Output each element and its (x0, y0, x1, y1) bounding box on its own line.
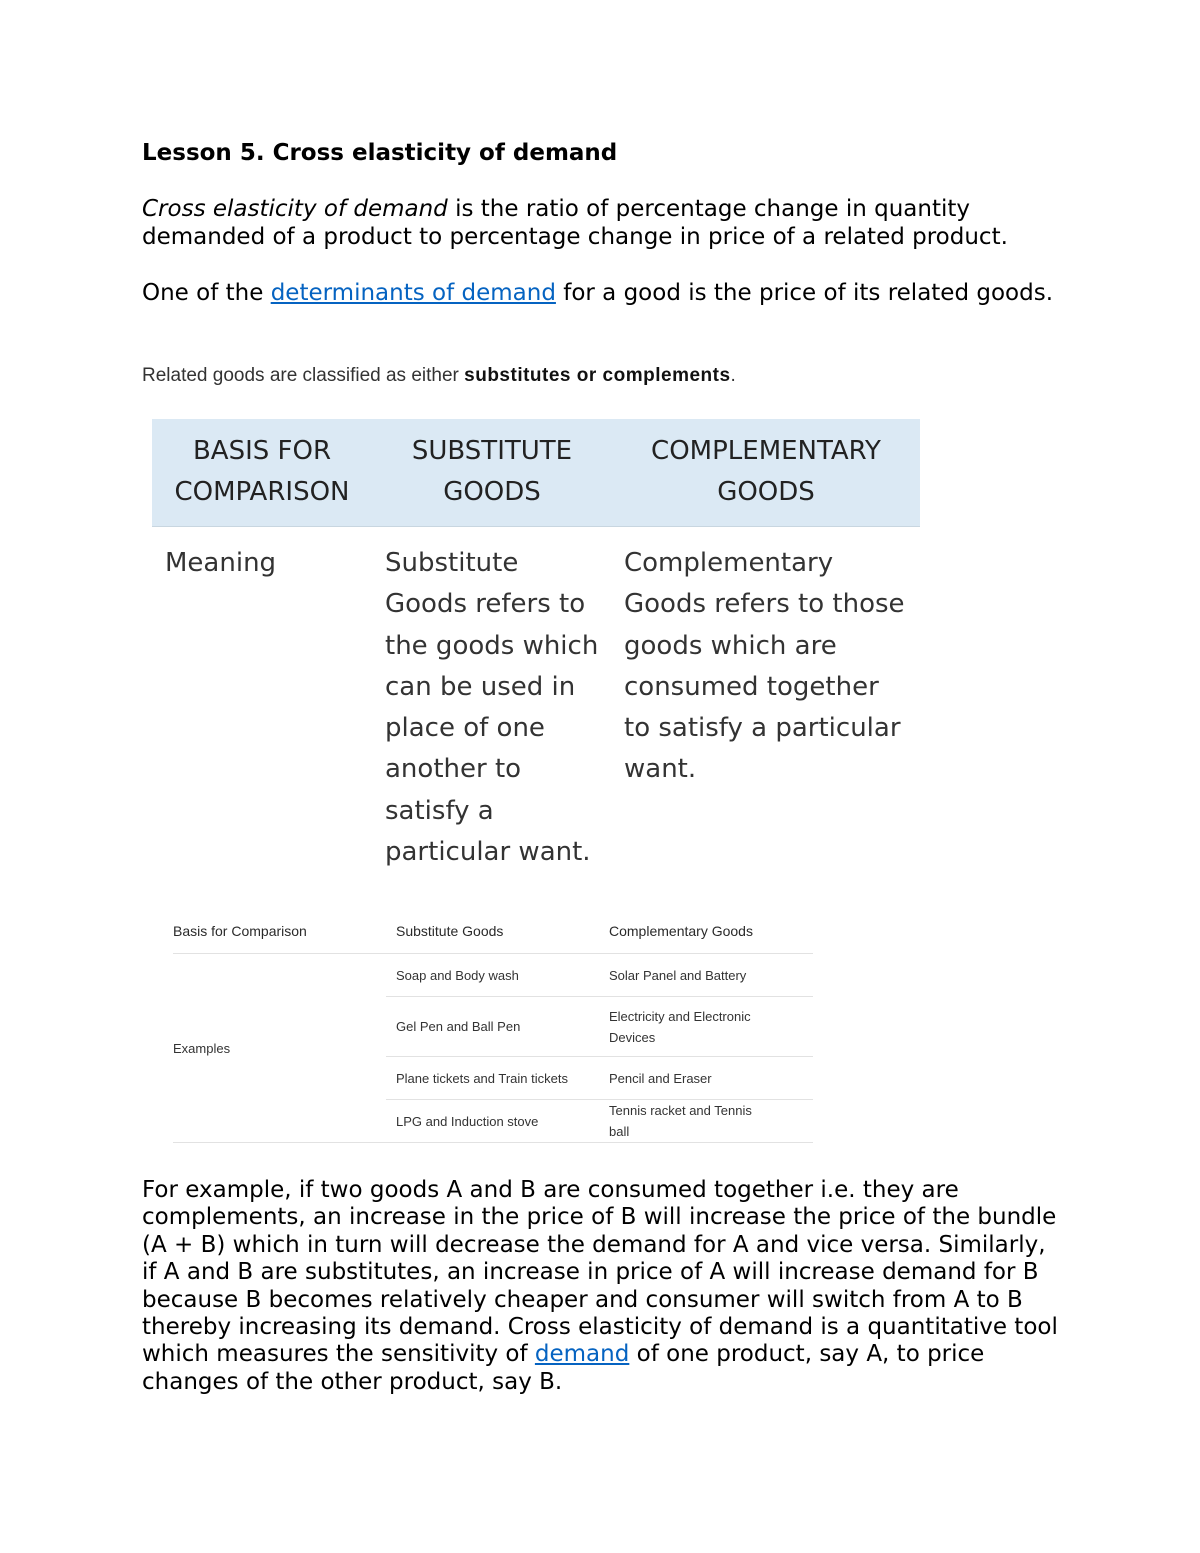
definition-text: is the ratio of percentage change in quantity demanded of a product to percentage change in price of a related product. (142, 196, 1008, 250)
comparison-table (152, 419, 920, 873)
table-row (386, 1057, 813, 1100)
example-complementary: Tennis racket and Tennis ball (609, 1103, 752, 1139)
row-substitute: Substitute Goods refers to the goods which can be used in place of one another to satisfy a particular want. (385, 548, 599, 868)
related-goods-paragraph (142, 362, 1062, 390)
definition-term: Cross elasticity of demand (142, 196, 448, 222)
examples-rows (386, 954, 813, 1142)
table-row (386, 997, 813, 1057)
determinants-of-demand-link[interactable]: determinants of demand (270, 280, 556, 306)
example-substitute: Plane tickets and Train tickets (396, 1070, 568, 1086)
example-complementary: Electricity and Electronic Devices (609, 1008, 751, 1045)
header-basis: BASIS FOR COMPARISON (174, 436, 350, 507)
example-substitute: Soap and Body wash (396, 967, 519, 983)
related-bold: substitutes or complements (464, 365, 731, 386)
example-text-after: of one product, say A, to price changes of the other product, say B. (142, 1341, 985, 1395)
related-before: Related goods are classified as either (142, 365, 465, 386)
examples-table-header (173, 908, 813, 954)
determinants-after: for a good is the price of its related goods. (555, 280, 1054, 306)
row-basis: Meaning (165, 548, 277, 578)
examples-header-complementary: Complementary Goods (609, 922, 753, 939)
example-substitute: Gel Pen and Ball Pen (396, 1019, 521, 1034)
determinants-before: One of the (142, 280, 271, 306)
example-complementary: Pencil and Eraser (609, 1070, 712, 1086)
example-paragraph (142, 1177, 1062, 1396)
table-row (386, 1100, 813, 1142)
table-row (386, 954, 813, 997)
examples-header-substitute: Substitute Goods (396, 922, 504, 939)
header-substitute: SUBSTITUTE GOODS (411, 436, 573, 507)
example-substitute: LPG and Induction stove (396, 1113, 539, 1129)
header-complementary: COMPLEMENTARY GOODS (651, 436, 881, 507)
related-after: . (730, 365, 736, 386)
row-complementary: Complementary Goods refers to those goods which are consumed together to satisfy a particular want. (624, 548, 905, 785)
examples-table (173, 908, 813, 1143)
lesson-title: Lesson 5. Cross elasticity of demand (142, 140, 618, 166)
demand-link[interactable]: demand (534, 1341, 630, 1368)
examples-table-body (173, 954, 813, 1143)
examples-header-basis: Basis for Comparison (173, 922, 307, 939)
determinants-paragraph (142, 279, 1062, 307)
example-complementary: Solar Panel and Battery (609, 967, 747, 983)
example-text-before: For example, if two goods A and B are consumed together i.e. they are complements, an increase in the price of B will increase the price of the bundle (A + B) which in turn will decrease the demand for A and vice versa. Similarly, if A and B are substitutes, an increase in price of A will increase demand for B because B becomes relatively cheaper and consumer will switch from A to B thereby increasing its demand. Cross elasticity of demand is a quantitative tool which measures the sensitivity of (142, 1177, 1058, 1368)
examples-basis-cell: Examples (173, 1040, 231, 1056)
definition-paragraph (142, 195, 1062, 251)
comparison-table-row (152, 527, 920, 873)
comparison-table-header (152, 419, 920, 527)
